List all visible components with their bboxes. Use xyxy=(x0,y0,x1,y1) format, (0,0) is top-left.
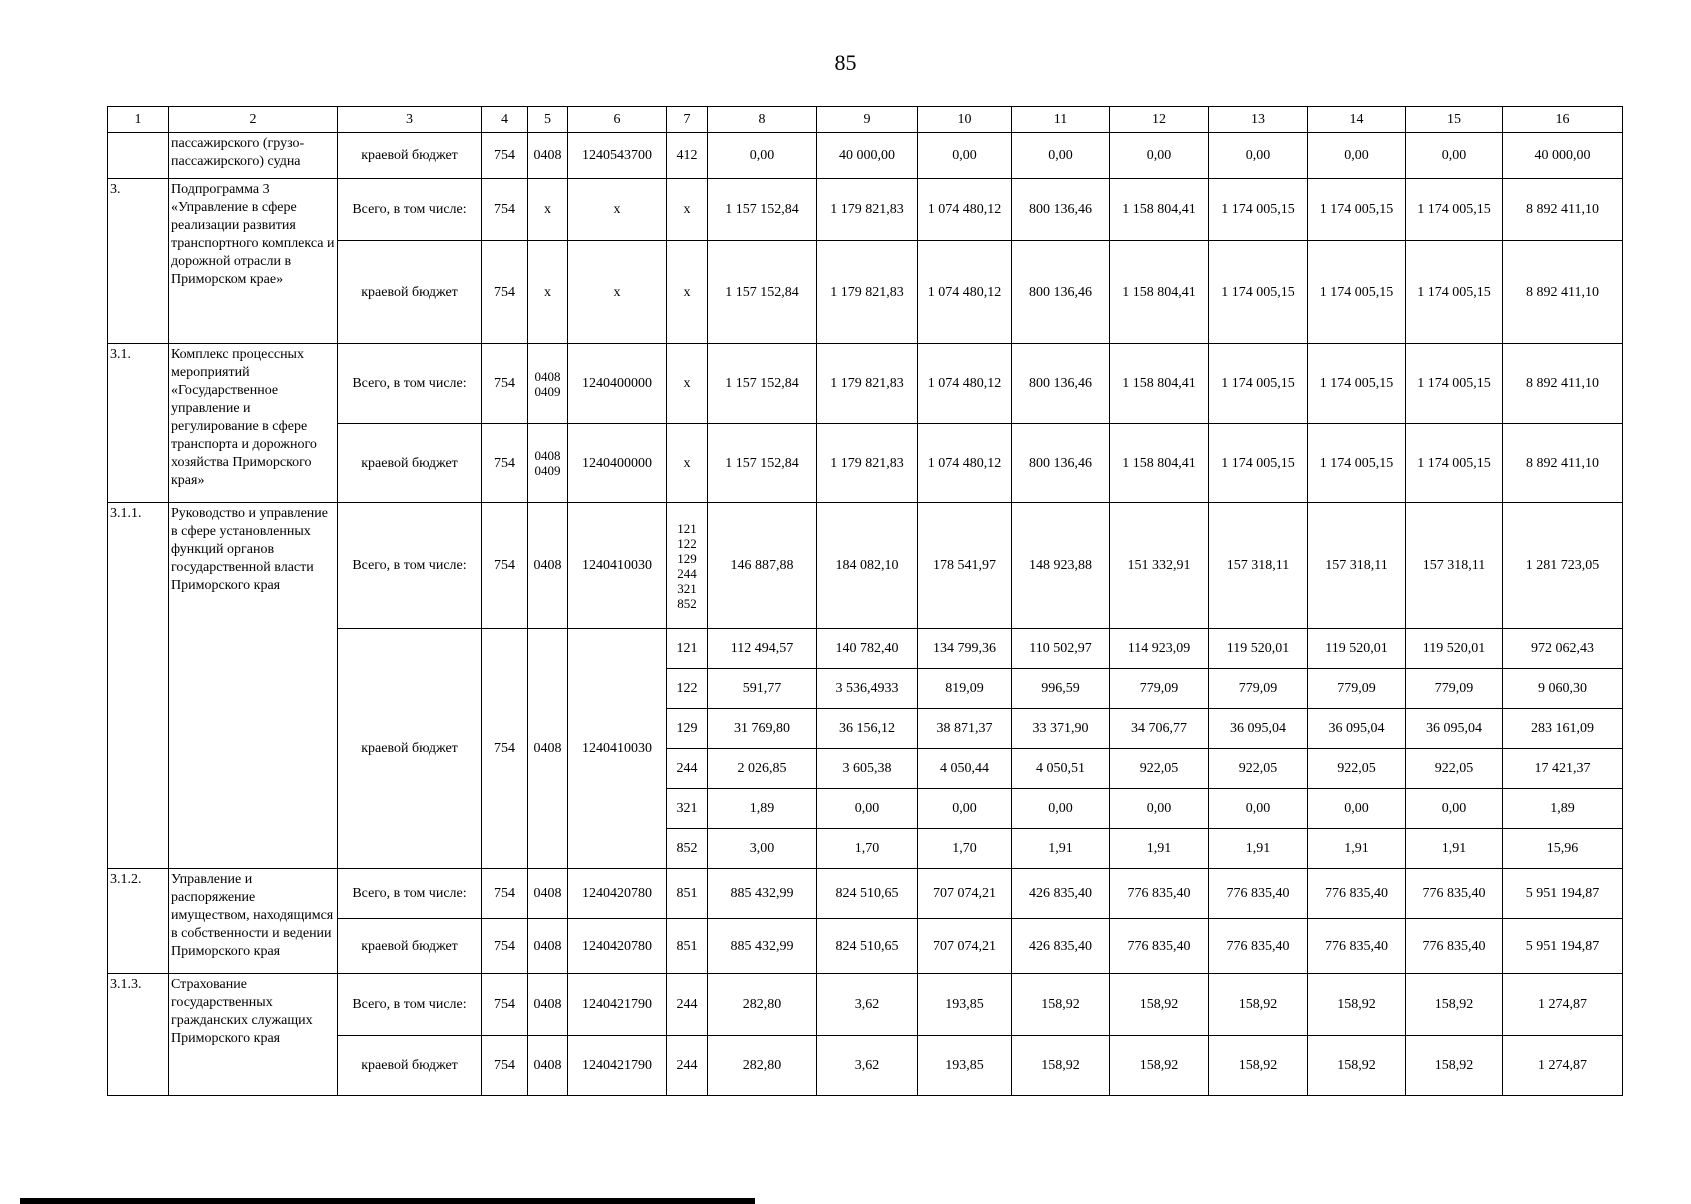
value-cell: 112 494,57 xyxy=(708,629,817,669)
value-cell: 800 136,46 xyxy=(1012,424,1110,503)
table-cell: 1240420780 xyxy=(568,919,667,974)
table-cell: 754 xyxy=(482,179,528,241)
value-cell: 17 421,37 xyxy=(1503,749,1623,789)
table-cell: 0408 xyxy=(528,869,568,919)
value-cell: 1,70 xyxy=(817,829,918,869)
value-cell: 33 371,90 xyxy=(1012,709,1110,749)
value-cell: 779,09 xyxy=(1406,669,1503,709)
value-cell: 800 136,46 xyxy=(1012,241,1110,344)
value-cell: 426 835,40 xyxy=(1012,919,1110,974)
value-cell: 1 074 480,12 xyxy=(918,179,1012,241)
row-number: 3. xyxy=(108,179,169,344)
value-cell: 3,00 xyxy=(708,829,817,869)
value-cell: 31 769,80 xyxy=(708,709,817,749)
value-cell: 193,85 xyxy=(918,1036,1012,1096)
column-header: 10 xyxy=(918,107,1012,133)
value-cell: 158,92 xyxy=(1406,974,1503,1036)
value-cell: 282,80 xyxy=(708,974,817,1036)
value-cell: 157 318,11 xyxy=(1209,503,1308,629)
code-line: 321 xyxy=(677,580,697,596)
value-cell: 972 062,43 xyxy=(1503,629,1623,669)
table-cell: х xyxy=(667,424,708,503)
table-cell: х xyxy=(667,179,708,241)
value-cell: 0,00 xyxy=(1012,789,1110,829)
value-cell: 776 835,40 xyxy=(1209,919,1308,974)
value-cell: 1,91 xyxy=(1209,829,1308,869)
value-cell: 0,00 xyxy=(1308,789,1406,829)
value-cell: 4 050,44 xyxy=(918,749,1012,789)
column-header: 11 xyxy=(1012,107,1110,133)
funding-source: Всего, в том числе: xyxy=(338,974,482,1036)
row-name: Подпрограмма 3 «Управление в сфере реализации развития транспортного комплекса и дорожной отрасли в Приморском крае» xyxy=(169,179,338,344)
value-cell: 158,92 xyxy=(1012,974,1110,1036)
code-line: 129 xyxy=(677,550,697,566)
value-cell: 0,00 xyxy=(1308,133,1406,179)
value-cell: 819,09 xyxy=(918,669,1012,709)
table-cell: 1240421790 xyxy=(568,1036,667,1096)
value-cell: 776 835,40 xyxy=(1406,919,1503,974)
budget-table xyxy=(107,106,1623,1096)
table-cell: 1240410030 xyxy=(568,629,667,869)
value-cell: 282,80 xyxy=(708,1036,817,1096)
row-number: 3.1.1. xyxy=(108,503,169,869)
table-cell: 244 xyxy=(667,974,708,1036)
value-cell: 283 161,09 xyxy=(1503,709,1623,749)
value-cell: 151 332,91 xyxy=(1110,503,1209,629)
value-cell: 1 174 005,15 xyxy=(1308,424,1406,503)
column-header: 12 xyxy=(1110,107,1209,133)
code-line: 852 xyxy=(677,595,697,611)
value-cell: 0,00 xyxy=(1209,133,1308,179)
table-cell: 754 xyxy=(482,424,528,503)
value-cell: 8 892 411,10 xyxy=(1503,424,1623,503)
value-cell: 8 892 411,10 xyxy=(1503,344,1623,424)
value-cell: 0,00 xyxy=(1406,133,1503,179)
value-cell: 158,92 xyxy=(1209,974,1308,1036)
table-cell: 1240400000 xyxy=(568,344,667,424)
value-cell: 8 892 411,10 xyxy=(1503,179,1623,241)
code-cell xyxy=(667,503,708,629)
table-cell: х xyxy=(528,241,568,344)
value-cell: 1 174 005,15 xyxy=(1209,179,1308,241)
value-cell: 158,92 xyxy=(1110,974,1209,1036)
code-line: 0408 xyxy=(534,448,561,463)
value-cell: 779,09 xyxy=(1110,669,1209,709)
code-line: 121 xyxy=(677,520,697,536)
value-cell: 119 520,01 xyxy=(1308,629,1406,669)
value-cell: 1,91 xyxy=(1110,829,1209,869)
value-cell: 0,00 xyxy=(1406,789,1503,829)
value-cell: 0,00 xyxy=(817,789,918,829)
value-cell: 776 835,40 xyxy=(1308,869,1406,919)
table-cell: 1240420780 xyxy=(568,869,667,919)
value-cell: 0,00 xyxy=(918,133,1012,179)
table-cell: 851 xyxy=(667,919,708,974)
value-cell: 591,77 xyxy=(708,669,817,709)
value-cell: 0,00 xyxy=(1012,133,1110,179)
table-cell: 0408 xyxy=(528,629,568,869)
value-cell: 0,00 xyxy=(1110,133,1209,179)
value-cell: 996,59 xyxy=(1012,669,1110,709)
value-cell: 15,96 xyxy=(1503,829,1623,869)
table-cell: 0408 xyxy=(528,133,568,179)
funding-source: Всего, в том числе: xyxy=(338,344,482,424)
row-number: 3.1.2. xyxy=(108,869,169,974)
value-cell: 824 510,65 xyxy=(817,869,918,919)
value-cell: 157 318,11 xyxy=(1406,503,1503,629)
header-row xyxy=(108,107,1623,133)
value-cell: 1 158 804,41 xyxy=(1110,424,1209,503)
column-header: 6 xyxy=(568,107,667,133)
funding-source: краевой бюджет xyxy=(338,1036,482,1096)
table-cell: 852 xyxy=(667,829,708,869)
value-cell: 1,70 xyxy=(918,829,1012,869)
value-cell: 4 050,51 xyxy=(1012,749,1110,789)
table-cell: 244 xyxy=(667,749,708,789)
value-cell: 0,00 xyxy=(918,789,1012,829)
value-cell: 776 835,40 xyxy=(1209,869,1308,919)
table-cell: х xyxy=(667,344,708,424)
table-cell: 1240410030 xyxy=(568,503,667,629)
table-row xyxy=(108,974,1623,1036)
value-cell: 922,05 xyxy=(1209,749,1308,789)
value-cell: 1 179 821,83 xyxy=(817,241,918,344)
value-cell: 158,92 xyxy=(1406,1036,1503,1096)
column-header: 14 xyxy=(1308,107,1406,133)
value-cell: 193,85 xyxy=(918,974,1012,1036)
value-cell: 158,92 xyxy=(1012,1036,1110,1096)
table-cell: 122 xyxy=(667,669,708,709)
value-cell: 1 274,87 xyxy=(1503,1036,1623,1096)
value-cell: 38 871,37 xyxy=(918,709,1012,749)
table-cell: 121 xyxy=(667,629,708,669)
row-name: Страхование государственных гражданских служащих Приморского края xyxy=(169,974,338,1096)
table-row xyxy=(108,503,1623,629)
funding-source: краевой бюджет xyxy=(338,919,482,974)
column-header: 9 xyxy=(817,107,918,133)
value-cell: 36 095,04 xyxy=(1209,709,1308,749)
value-cell: 1 174 005,15 xyxy=(1406,179,1503,241)
value-cell: 5 951 194,87 xyxy=(1503,869,1623,919)
funding-source: краевой бюджет xyxy=(338,629,482,869)
value-cell: 1 174 005,15 xyxy=(1406,241,1503,344)
value-cell: 1 157 152,84 xyxy=(708,179,817,241)
value-cell: 134 799,36 xyxy=(918,629,1012,669)
value-cell: 776 835,40 xyxy=(1110,869,1209,919)
value-cell: 110 502,97 xyxy=(1012,629,1110,669)
value-cell: 779,09 xyxy=(1308,669,1406,709)
value-cell: 119 520,01 xyxy=(1406,629,1503,669)
value-cell: 158,92 xyxy=(1110,1036,1209,1096)
value-cell: 1,91 xyxy=(1406,829,1503,869)
column-header: 8 xyxy=(708,107,817,133)
column-header: 2 xyxy=(169,107,338,133)
value-cell: 1 174 005,15 xyxy=(1308,344,1406,424)
value-cell: 1 179 821,83 xyxy=(817,344,918,424)
funding-source: краевой бюджет xyxy=(338,241,482,344)
row-name: Руководство и управление в сфере установленных функций органов государственной власти Приморского края xyxy=(169,503,338,869)
table-cell: 754 xyxy=(482,869,528,919)
column-header: 7 xyxy=(667,107,708,133)
table-cell: 1240543700 xyxy=(568,133,667,179)
value-cell: 1 174 005,15 xyxy=(1406,424,1503,503)
value-cell: 0,00 xyxy=(708,133,817,179)
value-cell: 158,92 xyxy=(1308,1036,1406,1096)
column-header: 1 xyxy=(108,107,169,133)
column-header: 15 xyxy=(1406,107,1503,133)
value-cell: 0,00 xyxy=(1110,789,1209,829)
page-number: 85 xyxy=(834,50,857,75)
value-cell: 2 026,85 xyxy=(708,749,817,789)
bottom-rule xyxy=(20,1198,755,1204)
value-cell: 1 074 480,12 xyxy=(918,241,1012,344)
table-cell: 244 xyxy=(667,1036,708,1096)
code-cell xyxy=(528,424,568,503)
value-cell: 922,05 xyxy=(1110,749,1209,789)
column-header: 4 xyxy=(482,107,528,133)
column-header: 3 xyxy=(338,107,482,133)
table-cell: 0408 xyxy=(528,503,568,629)
code-line: 0408 xyxy=(534,368,561,384)
value-cell: 3 536,4933 xyxy=(817,669,918,709)
value-cell: 1 174 005,15 xyxy=(1209,424,1308,503)
value-cell: 800 136,46 xyxy=(1012,179,1110,241)
value-cell: 3,62 xyxy=(817,974,918,1036)
table-cell: 0408 xyxy=(528,974,568,1036)
value-cell: 34 706,77 xyxy=(1110,709,1209,749)
value-cell: 40 000,00 xyxy=(817,133,918,179)
value-cell: 922,05 xyxy=(1308,749,1406,789)
code-line: 122 xyxy=(677,535,697,551)
column-header: 16 xyxy=(1503,107,1623,133)
table-cell: 129 xyxy=(667,709,708,749)
row-name: пассажирского (грузо-пассажирского) судна xyxy=(169,133,338,179)
value-cell: 158,92 xyxy=(1308,974,1406,1036)
value-cell: 1 281 723,05 xyxy=(1503,503,1623,629)
value-cell: 9 060,30 xyxy=(1503,669,1623,709)
value-cell: 5 951 194,87 xyxy=(1503,919,1623,974)
value-cell: 1 158 804,41 xyxy=(1110,241,1209,344)
row-number xyxy=(108,133,169,179)
value-cell: 146 887,88 xyxy=(708,503,817,629)
value-cell: 184 082,10 xyxy=(817,503,918,629)
code-cell xyxy=(528,344,568,424)
table-row xyxy=(108,869,1623,919)
value-cell: 1 174 005,15 xyxy=(1308,179,1406,241)
column-header: 5 xyxy=(528,107,568,133)
table-cell: х xyxy=(667,241,708,344)
value-cell: 800 136,46 xyxy=(1012,344,1110,424)
value-cell: 1 074 480,12 xyxy=(918,424,1012,503)
funding-source: краевой бюджет xyxy=(338,424,482,503)
value-cell: 1,91 xyxy=(1012,829,1110,869)
funding-source: Всего, в том числе: xyxy=(338,179,482,241)
value-cell: 3 605,38 xyxy=(817,749,918,789)
table-cell: 754 xyxy=(482,1036,528,1096)
table-cell: 851 xyxy=(667,869,708,919)
table-cell: 754 xyxy=(482,241,528,344)
value-cell: 707 074,21 xyxy=(918,919,1012,974)
column-header: 13 xyxy=(1209,107,1308,133)
value-cell: 776 835,40 xyxy=(1406,869,1503,919)
table-cell: 1240400000 xyxy=(568,424,667,503)
value-cell: 1 074 480,12 xyxy=(918,344,1012,424)
value-cell: 148 923,88 xyxy=(1012,503,1110,629)
value-cell: 885 432,99 xyxy=(708,919,817,974)
value-cell: 1 174 005,15 xyxy=(1308,241,1406,344)
value-cell: 1 174 005,15 xyxy=(1209,241,1308,344)
value-cell: 776 835,40 xyxy=(1308,919,1406,974)
value-cell: 36 095,04 xyxy=(1308,709,1406,749)
value-cell: 119 520,01 xyxy=(1209,629,1308,669)
value-cell: 114 923,09 xyxy=(1110,629,1209,669)
value-cell: 1 179 821,83 xyxy=(817,179,918,241)
value-cell: 1 157 152,84 xyxy=(708,344,817,424)
value-cell: 1,89 xyxy=(708,789,817,829)
table-cell: х xyxy=(568,241,667,344)
value-cell: 1 274,87 xyxy=(1503,974,1623,1036)
value-cell: 36 156,12 xyxy=(817,709,918,749)
table-cell: х xyxy=(528,179,568,241)
row-number: 3.1.3. xyxy=(108,974,169,1096)
table-cell: 754 xyxy=(482,974,528,1036)
table-cell: 412 xyxy=(667,133,708,179)
value-cell: 779,09 xyxy=(1209,669,1308,709)
value-cell: 140 782,40 xyxy=(817,629,918,669)
row-number: 3.1. xyxy=(108,344,169,503)
table-cell: 321 xyxy=(667,789,708,829)
table-cell: 754 xyxy=(482,629,528,869)
value-cell: 3,62 xyxy=(817,1036,918,1096)
value-cell: 1 157 152,84 xyxy=(708,241,817,344)
value-cell: 1 158 804,41 xyxy=(1110,344,1209,424)
value-cell: 36 095,04 xyxy=(1406,709,1503,749)
funding-source: Всего, в том числе: xyxy=(338,503,482,629)
table-cell: 1240421790 xyxy=(568,974,667,1036)
value-cell: 1,89 xyxy=(1503,789,1623,829)
value-cell: 1 174 005,15 xyxy=(1406,344,1503,424)
table-row xyxy=(108,133,1623,179)
value-cell: 1 158 804,41 xyxy=(1110,179,1209,241)
value-cell: 0,00 xyxy=(1209,789,1308,829)
value-cell: 1,91 xyxy=(1308,829,1406,869)
value-cell: 426 835,40 xyxy=(1012,869,1110,919)
table-cell: х xyxy=(568,179,667,241)
value-cell: 885 432,99 xyxy=(708,869,817,919)
value-cell: 776 835,40 xyxy=(1110,919,1209,974)
table-row xyxy=(108,344,1623,424)
value-cell: 1 174 005,15 xyxy=(1209,344,1308,424)
value-cell: 158,92 xyxy=(1209,1036,1308,1096)
value-cell: 707 074,21 xyxy=(918,869,1012,919)
value-cell: 157 318,11 xyxy=(1308,503,1406,629)
table-row xyxy=(108,179,1623,241)
value-cell: 178 541,97 xyxy=(918,503,1012,629)
row-name: Комплекс процессных мероприятий «Государственное управление и регулирование в сфере транспорта и дорожного хозяйства Приморского края» xyxy=(169,344,338,503)
value-cell: 922,05 xyxy=(1406,749,1503,789)
value-cell: 40 000,00 xyxy=(1503,133,1623,179)
row-name: Управление и распоряжение имуществом, находящимся в собственности и ведении Приморского края xyxy=(169,869,338,974)
table-cell: 0408 xyxy=(528,1036,568,1096)
table-cell: 754 xyxy=(482,503,528,629)
code-line: 244 xyxy=(677,565,697,581)
value-cell: 8 892 411,10 xyxy=(1503,241,1623,344)
funding-source: Всего, в том числе: xyxy=(338,869,482,919)
value-cell: 1 157 152,84 xyxy=(708,424,817,503)
table-cell: 0408 xyxy=(528,919,568,974)
value-cell: 1 179 821,83 xyxy=(817,424,918,503)
table-cell: 754 xyxy=(482,133,528,179)
code-line: 0409 xyxy=(534,383,561,399)
table-cell: 754 xyxy=(482,344,528,424)
value-cell: 824 510,65 xyxy=(817,919,918,974)
funding-source: краевой бюджет xyxy=(338,133,482,179)
table-cell: 754 xyxy=(482,919,528,974)
code-line: 0409 xyxy=(534,463,561,478)
